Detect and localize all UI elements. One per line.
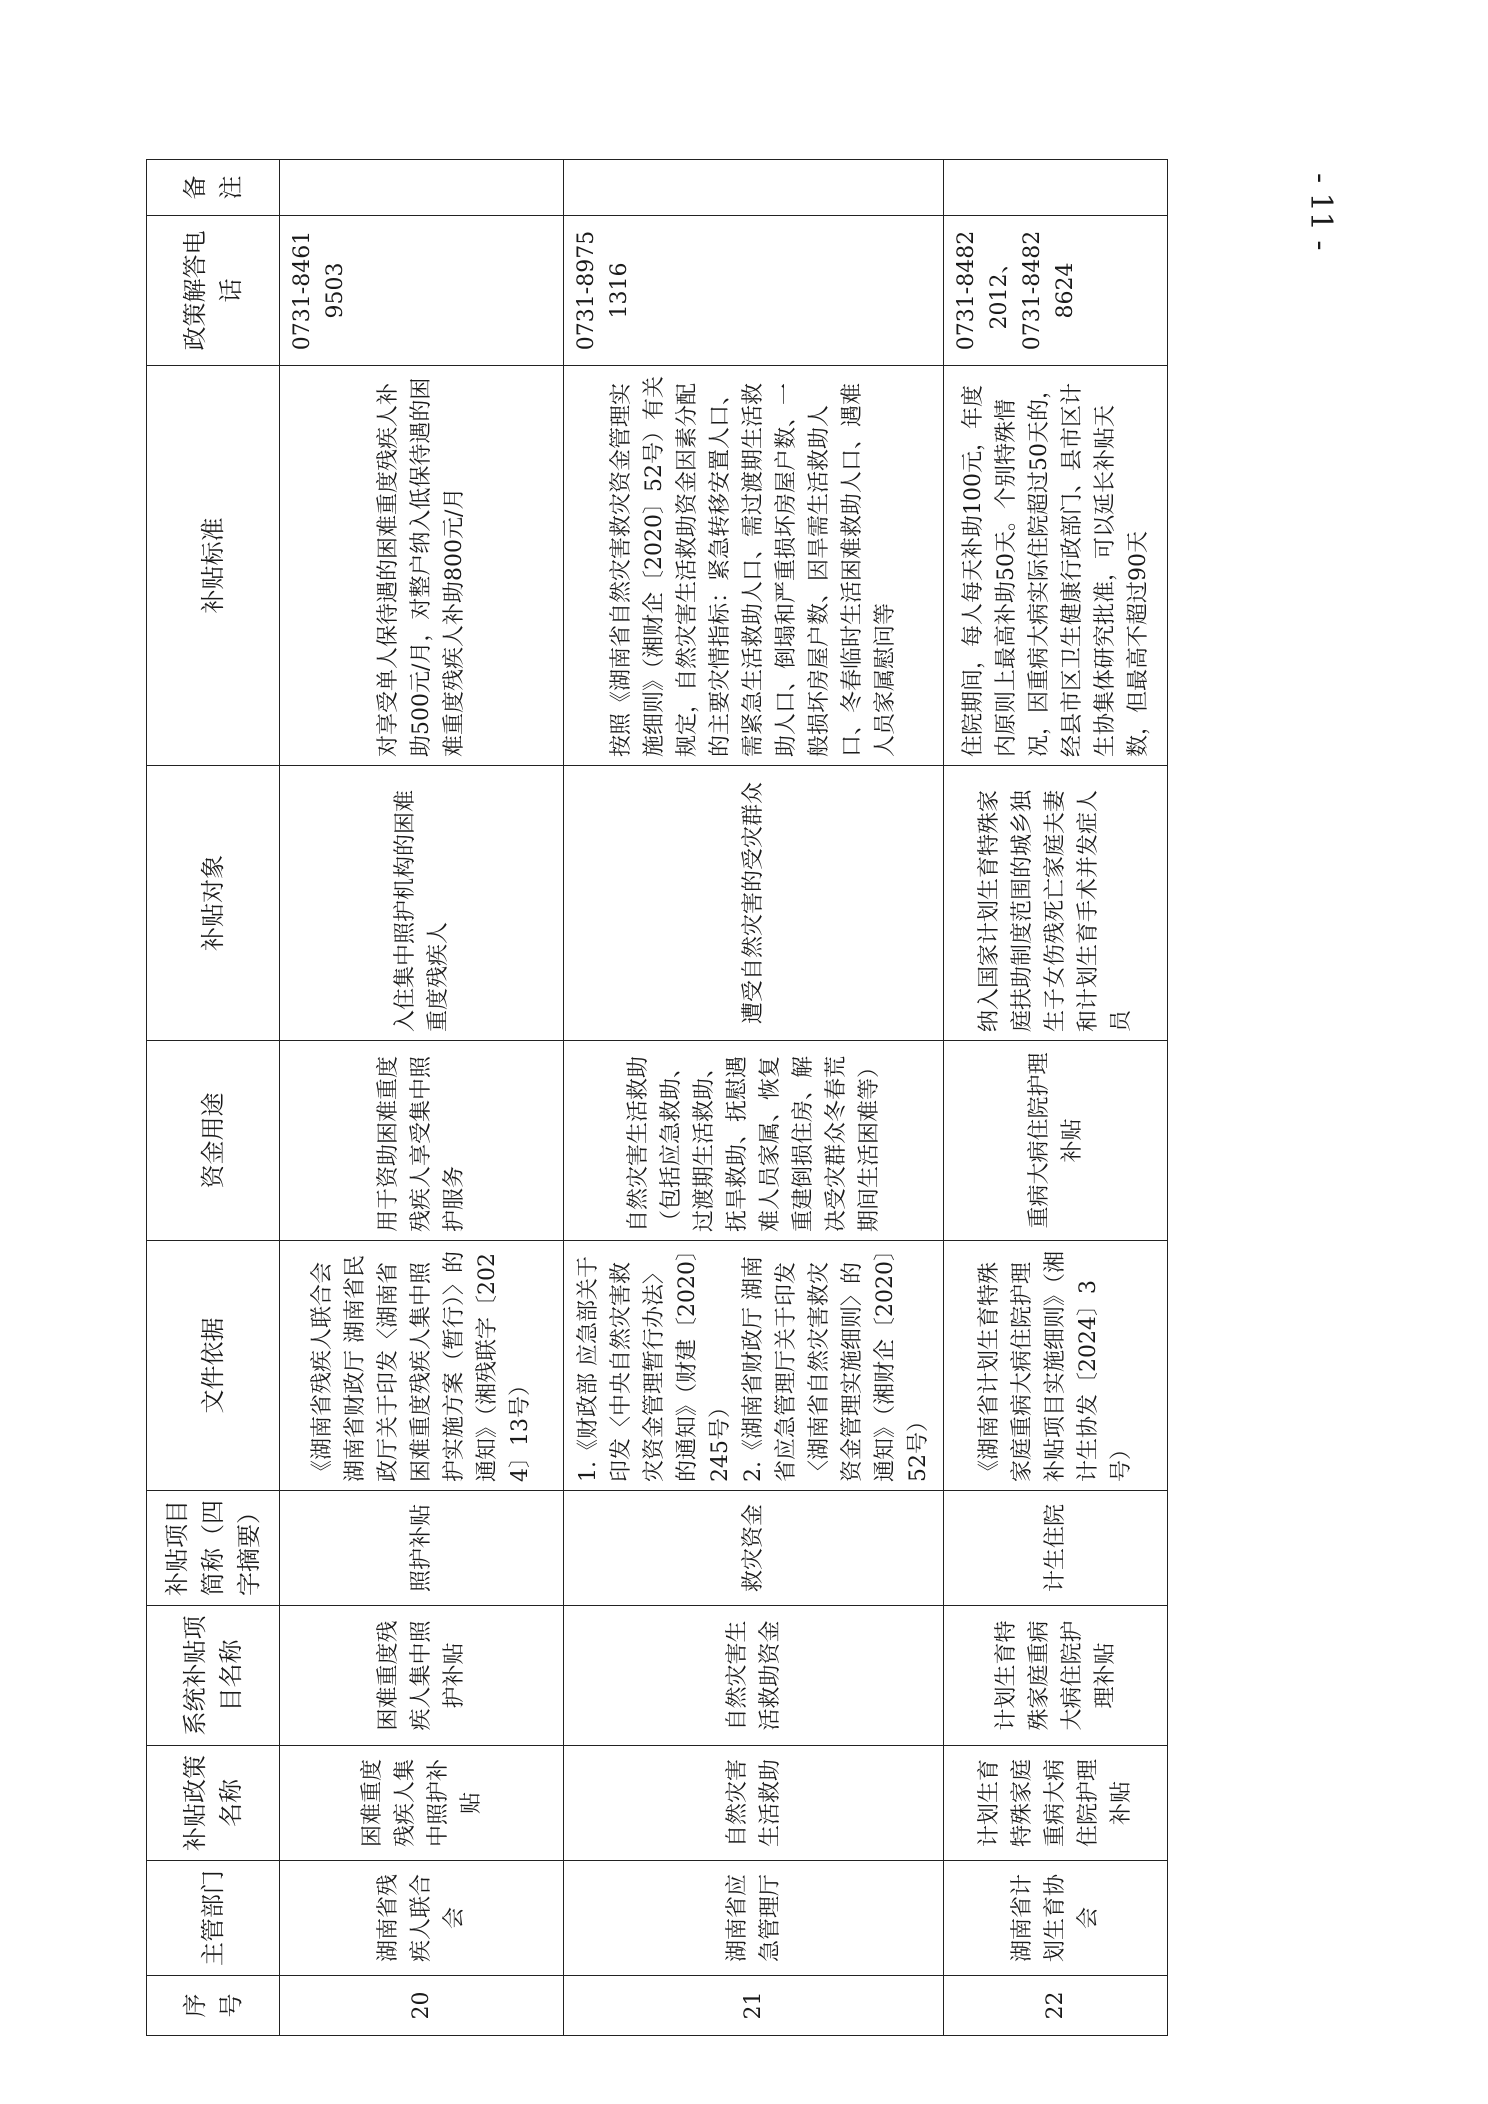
cell-phone	[280, 216, 564, 366]
cell-policy: 自然灾害生活救助	[564, 1746, 944, 1861]
cell-short-name: 计生住院	[944, 1491, 1168, 1606]
basis-item: 《湖南省计划生育特殊家庭重病大病住院护理补贴项目实施细则》（湘计生协发〔2024〕3号）	[977, 1250, 1134, 1482]
page-number: - 11 -	[1303, 173, 1338, 251]
header-standard: 补贴标准	[147, 366, 280, 766]
header-dept: 主管部门	[147, 1861, 280, 1976]
phone-number: 0731-84619503	[290, 230, 348, 351]
phone-number: 0731-84828624	[1020, 230, 1078, 351]
cell-remark	[280, 160, 564, 216]
cell-no: 21	[564, 1976, 944, 2036]
subsidy-table	[146, 159, 1168, 2036]
subsidy-table-wrapper	[146, 160, 1154, 2036]
header-usage: 资金用途	[147, 1041, 280, 1241]
cell-basis	[564, 1241, 944, 1491]
cell-system-name: 自然灾害生活救助资金	[564, 1606, 944, 1746]
cell-dept: 湖南省应急管理厅	[564, 1861, 944, 1976]
phone-number: 0731-84822012、	[954, 230, 1012, 351]
cell-policy: 计划生育特殊家庭重病大病住院护理补贴	[944, 1746, 1168, 1861]
cell-remark	[564, 160, 944, 216]
phone-number: 0731-89751316	[574, 230, 632, 351]
table-row	[944, 160, 1168, 2036]
cell-usage: 重病大病住院护理补贴	[944, 1041, 1168, 1241]
cell-remark	[944, 160, 1168, 216]
cell-system-name: 计划生育特殊家庭重病大病住院护理补贴	[944, 1606, 1168, 1746]
header-system-name: 系统补贴项目名称	[147, 1606, 280, 1746]
header-policy: 补贴政策名称	[147, 1746, 280, 1861]
cell-usage: 自然灾害生活救助（包括应急救助、过渡期生活救助、抚旱救助、抚慰遇难人员家属、恢复重建倒损住房、解决受灾群众冬春荒期间生活困难等）	[564, 1041, 944, 1241]
cell-usage: 用于资助困难重度残疾人享受集中照护服务	[280, 1041, 564, 1241]
cell-phone	[944, 216, 1168, 366]
cell-standard: 对享受单人保待遇的困难重度残疾人补助500元/月，对整户纳入低保待遇的困难重度残疾人补助800元/月	[280, 366, 564, 766]
cell-basis	[280, 1241, 564, 1491]
cell-dept: 湖南省残疾人联合会	[280, 1861, 564, 1976]
cell-dept: 湖南省计划生育协会	[944, 1861, 1168, 1976]
cell-policy: 困难重度残疾人集中照护补贴	[280, 1746, 564, 1861]
cell-no: 22	[944, 1976, 1168, 2036]
header-target: 补贴对象	[147, 766, 280, 1041]
header-basis: 文件依据	[147, 1241, 280, 1491]
header-no: 序号	[147, 1976, 280, 2036]
header-short-name: 补贴项目简称（四字摘要）	[147, 1491, 280, 1606]
table-row	[564, 160, 944, 2036]
header-remark: 备注	[147, 160, 280, 216]
basis-item: 《湖南省残疾人联合会 湖南省财政厅 湖南省民政厅关于印发〈湖南省困难重度残疾人集中照护实施方案（暂行）〉的通知》（湘残联字〔2024〕13号）	[310, 1250, 533, 1482]
header-phone: 政策解答电话	[147, 216, 280, 366]
basis-item: 2.《湖南省财政厅 湖南省应急管理厅关于印发〈湖南省自然灾害救灾资金管理实施细则〉的通知》（湘财企〔2020〕52号）	[741, 1250, 931, 1482]
cell-system-name: 困难重度残疾人集中照护补贴	[280, 1606, 564, 1746]
cell-no: 20	[280, 1976, 564, 2036]
cell-phone	[564, 216, 944, 366]
cell-short-name: 救灾资金	[564, 1491, 944, 1606]
table-header-row	[147, 160, 280, 2036]
cell-short-name: 照护补贴	[280, 1491, 564, 1606]
cell-target: 遭受自然灾害的受灾群众	[564, 766, 944, 1041]
cell-target: 入住集中照护机构的困难重度残疾人	[280, 766, 564, 1041]
table-row	[280, 160, 564, 2036]
basis-item: 1.《财政部 应急部关于印发〈中央自然灾害救灾资金管理暂行办法〉的通知》（财建〔2020〕245号）	[576, 1250, 733, 1482]
cell-standard: 住院期间，每人每天补助100元，年度内原则上最高补助50天。个别特殊情况，因重病大病实际住院超过50天的，经县市区卫生健康行政部门、县市区计生协集体研究批准，可以延长补贴天数，但最高不超过90天	[944, 366, 1168, 766]
cell-standard: 按照《湖南省自然灾害救灾资金管理实施细则》（湘财企〔2020〕52号）有关规定，自然灾害生活救助资金因素分配的主要灾情指标：紧急转移安置人口、需紧急生活救助人口、需过渡期生活救助人口、倒塌和严重损坏房屋户数、一般损坏房屋户数、因旱需生活救助人口、冬春临时生活困难救助人口、遇难人员家属慰问等	[564, 366, 944, 766]
cell-basis	[944, 1241, 1168, 1491]
cell-target: 纳入国家计划生育特殊家庭扶助制度范围的城乡独生子女伤残死亡家庭夫妻和计划生育手术并发症人员	[944, 766, 1168, 1041]
